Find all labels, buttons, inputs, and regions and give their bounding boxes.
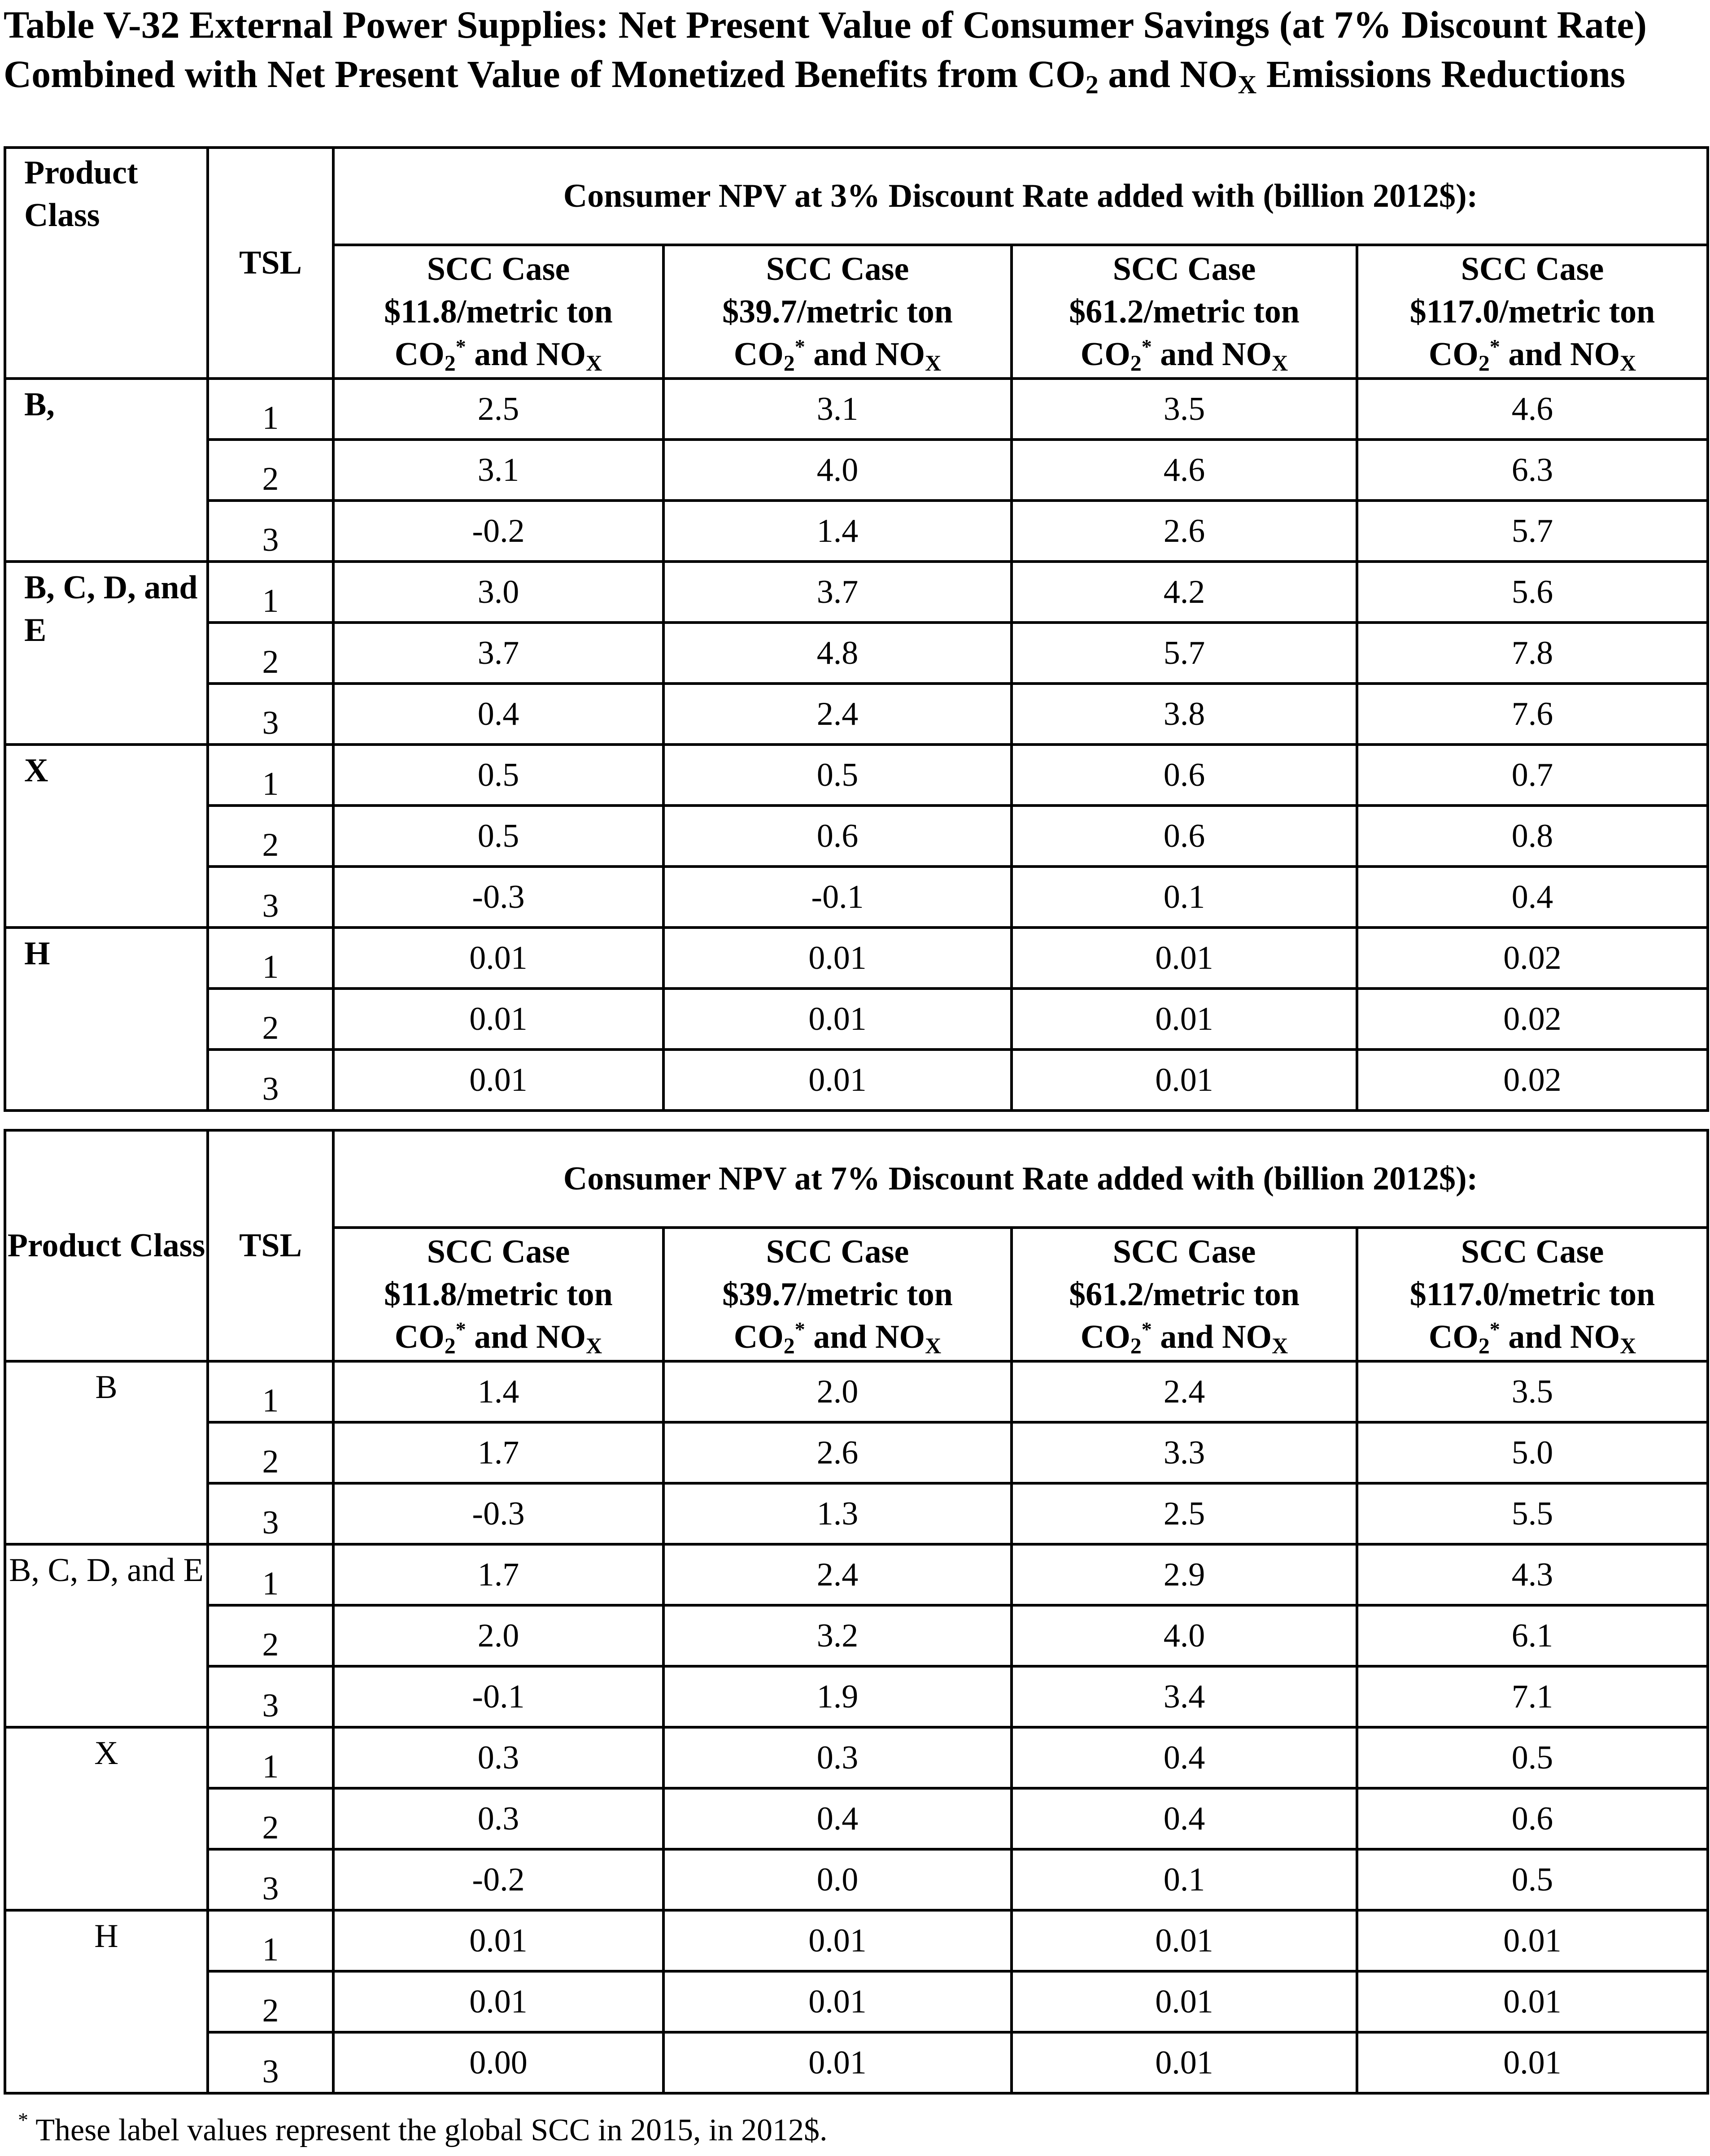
npv-value-cell: 5.6 bbox=[1357, 562, 1708, 623]
table-row bbox=[5, 1910, 1708, 1971]
tsl-header: TSL bbox=[208, 148, 333, 379]
tsl-cell: 2 bbox=[208, 989, 333, 1050]
npv-value-cell: 0.4 bbox=[1012, 1727, 1357, 1788]
npv-value-cell: 1.7 bbox=[333, 1422, 663, 1483]
product-class-header: Product Class bbox=[5, 1130, 208, 1361]
table-row bbox=[5, 1050, 1708, 1111]
footnote-marker: * bbox=[455, 335, 466, 358]
scc-gases-label bbox=[1358, 1316, 1706, 1359]
scc-gases-label bbox=[335, 333, 662, 376]
title-text: Emissions Reductions bbox=[1256, 52, 1626, 96]
scc-price-label: $39.7/metric ton bbox=[722, 1276, 953, 1313]
tsl-cell: 3 bbox=[208, 501, 333, 562]
title-subscript: 2 bbox=[1085, 70, 1099, 99]
co-text: CO bbox=[394, 335, 445, 373]
scc-gases-label bbox=[1013, 333, 1356, 376]
npv-value-cell: 0.6 bbox=[1012, 806, 1357, 867]
npv-value-cell: 3.4 bbox=[1012, 1666, 1357, 1727]
no-text: and NO bbox=[1500, 335, 1620, 373]
footnote-marker: * bbox=[455, 1317, 466, 1341]
title-subscript: X bbox=[1238, 70, 1257, 99]
tsl-cell: 3 bbox=[208, 1050, 333, 1111]
scc-case-label: SCC Case bbox=[427, 250, 570, 287]
npv-value-cell: 0.01 bbox=[1357, 1910, 1708, 1971]
co-subscript: 2 bbox=[1478, 350, 1490, 375]
footnote-marker: * bbox=[1141, 335, 1152, 358]
tsl-cell: 2 bbox=[208, 806, 333, 867]
no-subscript: X bbox=[1272, 1333, 1288, 1358]
scc-case-header bbox=[333, 245, 663, 379]
npv-value-cell: 0.01 bbox=[663, 2032, 1012, 2093]
npv-value-cell: 0.01 bbox=[663, 1910, 1012, 1971]
npv-value-cell: 0.01 bbox=[663, 928, 1012, 989]
table-row bbox=[5, 1849, 1708, 1910]
npv-value-cell: 3.7 bbox=[333, 623, 663, 684]
footnote-marker: * bbox=[1489, 335, 1500, 358]
npv-value-cell: 0.1 bbox=[1012, 867, 1357, 928]
table-row bbox=[5, 440, 1708, 501]
tsl-cell: 3 bbox=[208, 1483, 333, 1544]
no-subscript: X bbox=[586, 350, 602, 375]
npv-value-cell: 0.3 bbox=[663, 1727, 1012, 1788]
no-text: and NO bbox=[466, 1318, 586, 1355]
co-subscript: 2 bbox=[783, 350, 795, 375]
npv-value-cell: 0.02 bbox=[1357, 928, 1708, 989]
npv-value-cell: 7.6 bbox=[1357, 684, 1708, 745]
npv-value-cell: 3.8 bbox=[1012, 684, 1357, 745]
scc-gases-label bbox=[1013, 1316, 1356, 1359]
npv-value-cell: -0.2 bbox=[333, 501, 663, 562]
no-subscript: X bbox=[1620, 350, 1636, 375]
table-row bbox=[5, 1544, 1708, 1605]
table-row bbox=[5, 1788, 1708, 1849]
table-body-7pct bbox=[5, 1361, 1708, 2093]
npv-value-cell: 0.7 bbox=[1357, 745, 1708, 806]
table-row bbox=[5, 928, 1708, 989]
scc-price-label: $11.8/metric ton bbox=[384, 1276, 613, 1313]
npv-value-cell: 0.6 bbox=[663, 806, 1012, 867]
npv-value-cell: 0.01 bbox=[1012, 989, 1357, 1050]
no-text: and NO bbox=[1500, 1318, 1620, 1355]
co-text: CO bbox=[1080, 335, 1130, 373]
no-text: and NO bbox=[805, 1318, 925, 1355]
scc-case-label: SCC Case bbox=[1112, 250, 1256, 287]
product-class-cell: H bbox=[5, 928, 208, 1111]
npv-table-7pct bbox=[4, 1129, 1709, 2095]
npv-value-cell: 0.02 bbox=[1357, 1050, 1708, 1111]
npv-value-cell: 0.01 bbox=[333, 1971, 663, 2032]
scc-case-label: SCC Case bbox=[1461, 1233, 1604, 1270]
scc-price-label: $61.2/metric ton bbox=[1069, 1276, 1300, 1313]
npv-value-cell: 5.5 bbox=[1357, 1483, 1708, 1544]
scc-case-header bbox=[1012, 1228, 1357, 1361]
npv-value-cell: 1.9 bbox=[663, 1666, 1012, 1727]
co-subscript: 2 bbox=[1130, 1333, 1142, 1358]
npv-value-cell: 4.0 bbox=[1012, 1605, 1357, 1666]
scc-price-label: $61.2/metric ton bbox=[1069, 293, 1300, 330]
table-row bbox=[5, 562, 1708, 623]
tsl-cell: 2 bbox=[208, 1605, 333, 1666]
npv-value-cell: 0.5 bbox=[1357, 1849, 1708, 1910]
npv-value-cell: 0.8 bbox=[1357, 806, 1708, 867]
npv-value-cell: 3.1 bbox=[663, 379, 1012, 440]
co-subscript: 2 bbox=[444, 350, 456, 375]
title-text: and NO bbox=[1098, 52, 1238, 96]
table-row bbox=[5, 501, 1708, 562]
tsl-cell: 2 bbox=[208, 1971, 333, 2032]
table-row bbox=[5, 2032, 1708, 2093]
tsl-cell: 2 bbox=[208, 440, 333, 501]
scc-price-label: $117.0/metric ton bbox=[1409, 293, 1655, 330]
npv-value-cell: -0.3 bbox=[333, 1483, 663, 1544]
npv-value-cell: 0.01 bbox=[1012, 1050, 1357, 1111]
footnote-mark: * bbox=[18, 2108, 28, 2131]
footnote-marker: * bbox=[1489, 1317, 1500, 1341]
scc-gases-label bbox=[665, 333, 1010, 376]
scc-case-label: SCC Case bbox=[766, 250, 909, 287]
npv-value-cell: 4.0 bbox=[663, 440, 1012, 501]
npv-value-cell: 0.5 bbox=[663, 745, 1012, 806]
npv-value-cell: 2.9 bbox=[1012, 1544, 1357, 1605]
npv-value-cell: 0.6 bbox=[1012, 745, 1357, 806]
npv-value-cell: 0.01 bbox=[333, 928, 663, 989]
npv-table-3pct bbox=[4, 146, 1709, 1112]
npv-value-cell: 0.0 bbox=[663, 1849, 1012, 1910]
table-row bbox=[5, 1727, 1708, 1788]
npv-value-cell: -0.1 bbox=[333, 1666, 663, 1727]
npv-value-cell: 1.4 bbox=[333, 1361, 663, 1422]
npv-value-cell: -0.3 bbox=[333, 867, 663, 928]
tsl-cell: 3 bbox=[208, 1666, 333, 1727]
npv-value-cell: 2.6 bbox=[1012, 501, 1357, 562]
no-subscript: X bbox=[1620, 1333, 1636, 1358]
product-class-cell: B, C, D, and E bbox=[5, 1544, 208, 1727]
no-text: and NO bbox=[805, 335, 925, 373]
npv-value-cell: 2.0 bbox=[333, 1605, 663, 1666]
title-text: Table V-32 External Power Supplies: Net Present Value of Consumer Savings (at 7% Discount Rate) Combined with Net Present Value of Monetized Benefits from CO bbox=[4, 3, 1647, 96]
tsl-cell: 1 bbox=[208, 928, 333, 989]
npv-value-cell: 6.1 bbox=[1357, 1605, 1708, 1666]
npv-value-cell: 0.3 bbox=[333, 1727, 663, 1788]
no-subscript: X bbox=[586, 1333, 602, 1358]
co-subscript: 2 bbox=[783, 1333, 795, 1358]
tsl-cell: 1 bbox=[208, 379, 333, 440]
co-text: CO bbox=[733, 1318, 784, 1355]
tsl-cell: 1 bbox=[208, 1544, 333, 1605]
npv-value-cell: 4.6 bbox=[1357, 379, 1708, 440]
tsl-cell: 1 bbox=[208, 745, 333, 806]
scc-case-header bbox=[1357, 245, 1708, 379]
npv-value-cell: 0.01 bbox=[1012, 1971, 1357, 2032]
npv-value-cell: 0.01 bbox=[333, 1910, 663, 1971]
no-text: and NO bbox=[1152, 335, 1272, 373]
scc-case-header bbox=[333, 1228, 663, 1361]
product-class-cell: X bbox=[5, 745, 208, 928]
table-row bbox=[5, 989, 1708, 1050]
co-text: CO bbox=[1428, 1318, 1479, 1355]
scc-case-header bbox=[1012, 245, 1357, 379]
npv-value-cell: 0.01 bbox=[663, 1050, 1012, 1111]
npv-value-cell: 0.02 bbox=[1357, 989, 1708, 1050]
table-row bbox=[5, 1605, 1708, 1666]
scc-case-label: SCC Case bbox=[1461, 250, 1604, 287]
table-row bbox=[5, 1361, 1708, 1422]
scc-price-label: $11.8/metric ton bbox=[384, 293, 613, 330]
npv-value-cell: 0.5 bbox=[1357, 1727, 1708, 1788]
product-class-cell: X bbox=[5, 1727, 208, 1910]
tsl-cell: 2 bbox=[208, 623, 333, 684]
npv-value-cell: 0.00 bbox=[333, 2032, 663, 2093]
no-subscript: X bbox=[1272, 350, 1288, 375]
npv-value-cell: 1.7 bbox=[333, 1544, 663, 1605]
tsl-cell: 1 bbox=[208, 562, 333, 623]
table-row bbox=[5, 1971, 1708, 2032]
product-class-cell: B, C, D, and E bbox=[5, 562, 208, 745]
scc-gases-label bbox=[1358, 333, 1706, 376]
no-subscript: X bbox=[925, 1333, 942, 1358]
scc-price-label: $39.7/metric ton bbox=[722, 293, 953, 330]
npv-value-cell: 2.4 bbox=[663, 1544, 1012, 1605]
table-row bbox=[5, 623, 1708, 684]
npv-value-cell: 4.6 bbox=[1012, 440, 1357, 501]
table-row bbox=[5, 379, 1708, 440]
npv-value-cell: 5.0 bbox=[1357, 1422, 1708, 1483]
npv-value-cell: -0.1 bbox=[663, 867, 1012, 928]
npv-value-cell: 0.01 bbox=[1357, 2032, 1708, 2093]
tsl-cell: 3 bbox=[208, 2032, 333, 2093]
scc-gases-label bbox=[665, 1316, 1010, 1359]
npv-value-cell: 4.8 bbox=[663, 623, 1012, 684]
co-text: CO bbox=[1428, 335, 1479, 373]
footnote-marker: * bbox=[794, 1317, 805, 1341]
npv-value-cell: 0.4 bbox=[333, 684, 663, 745]
scc-price-label: $117.0/metric ton bbox=[1409, 1276, 1655, 1313]
npv-value-cell: 0.4 bbox=[1357, 867, 1708, 928]
npv-value-cell: 4.2 bbox=[1012, 562, 1357, 623]
npv-value-cell: 2.6 bbox=[663, 1422, 1012, 1483]
npv-value-cell: 2.0 bbox=[663, 1361, 1012, 1422]
npv-value-cell: 1.4 bbox=[663, 501, 1012, 562]
npv-value-cell: 7.8 bbox=[1357, 623, 1708, 684]
table-row bbox=[5, 867, 1708, 928]
table-row bbox=[5, 684, 1708, 745]
scc-case-label: SCC Case bbox=[766, 1233, 909, 1270]
product-class-cell: B, bbox=[5, 379, 208, 562]
npv-value-cell: 0.01 bbox=[663, 989, 1012, 1050]
no-subscript: X bbox=[925, 350, 942, 375]
co-text: CO bbox=[394, 1318, 445, 1355]
tsl-cell: 1 bbox=[208, 1361, 333, 1422]
scc-case-label: SCC Case bbox=[1112, 1233, 1256, 1270]
table-row bbox=[5, 1483, 1708, 1544]
tsl-header: TSL bbox=[208, 1130, 333, 1361]
table-body-3pct bbox=[5, 379, 1708, 1111]
scc-gases-label bbox=[335, 1316, 662, 1359]
table-row bbox=[5, 745, 1708, 806]
npv-value-cell: 3.0 bbox=[333, 562, 663, 623]
npv-value-cell: 3.3 bbox=[1012, 1422, 1357, 1483]
npv-value-cell: 3.7 bbox=[663, 562, 1012, 623]
footnote-marker: * bbox=[1141, 1317, 1152, 1341]
footnote-marker: * bbox=[794, 335, 805, 358]
tsl-cell: 1 bbox=[208, 1727, 333, 1788]
scc-case-header bbox=[663, 245, 1012, 379]
npv-value-cell: 0.4 bbox=[1012, 1788, 1357, 1849]
table-row bbox=[5, 806, 1708, 867]
npv-value-cell: 0.1 bbox=[1012, 1849, 1357, 1910]
co-subscript: 2 bbox=[1478, 1333, 1490, 1358]
npv-value-cell: 0.01 bbox=[663, 1971, 1012, 2032]
tsl-cell: 3 bbox=[208, 684, 333, 745]
scc-case-header bbox=[663, 1228, 1012, 1361]
npv-value-cell: 0.5 bbox=[333, 745, 663, 806]
npv-value-cell: 0.01 bbox=[1357, 1971, 1708, 2032]
tsl-cell: 3 bbox=[208, 1849, 333, 1910]
consumer-npv-3pct-header: Consumer NPV at 3% Discount Rate added with (billion 2012$): bbox=[333, 148, 1708, 245]
npv-value-cell: 0.01 bbox=[1012, 1910, 1357, 1971]
npv-value-cell: 3.2 bbox=[663, 1605, 1012, 1666]
npv-value-cell: 0.01 bbox=[333, 1050, 663, 1111]
tsl-cell: 1 bbox=[208, 1910, 333, 1971]
npv-value-cell: 0.5 bbox=[333, 806, 663, 867]
npv-value-cell: 4.3 bbox=[1357, 1544, 1708, 1605]
npv-value-cell: 5.7 bbox=[1357, 501, 1708, 562]
footnote-text: These label values represent the global SCC in 2015, in 2012$. bbox=[28, 2113, 828, 2147]
scc-case-label: SCC Case bbox=[427, 1233, 570, 1270]
co-text: CO bbox=[733, 335, 784, 373]
tsl-cell: 2 bbox=[208, 1422, 333, 1483]
product-class-header: Product Class bbox=[5, 148, 208, 379]
npv-value-cell: 0.4 bbox=[663, 1788, 1012, 1849]
npv-value-cell: 1.3 bbox=[663, 1483, 1012, 1544]
npv-value-cell: 2.4 bbox=[1012, 1361, 1357, 1422]
npv-value-cell: 0.01 bbox=[1012, 928, 1357, 989]
co-subscript: 2 bbox=[1130, 350, 1142, 375]
npv-value-cell: 3.5 bbox=[1012, 379, 1357, 440]
npv-value-cell: 2.5 bbox=[1012, 1483, 1357, 1544]
npv-value-cell: 2.5 bbox=[333, 379, 663, 440]
npv-value-cell: 3.5 bbox=[1357, 1361, 1708, 1422]
no-text: and NO bbox=[466, 335, 586, 373]
product-class-cell: B bbox=[5, 1361, 208, 1544]
npv-value-cell: 0.01 bbox=[333, 989, 663, 1050]
npv-value-cell: 3.1 bbox=[333, 440, 663, 501]
npv-value-cell: 7.1 bbox=[1357, 1666, 1708, 1727]
npv-value-cell: 6.3 bbox=[1357, 440, 1708, 501]
npv-value-cell: 0.3 bbox=[333, 1788, 663, 1849]
npv-value-cell: -0.2 bbox=[333, 1849, 663, 1910]
npv-value-cell: 2.4 bbox=[663, 684, 1012, 745]
npv-value-cell: 5.7 bbox=[1012, 623, 1357, 684]
product-class-cell: H bbox=[5, 1910, 208, 2093]
no-text: and NO bbox=[1152, 1318, 1272, 1355]
consumer-npv-7pct-header: Consumer NPV at 7% Discount Rate added with (billion 2012$): bbox=[333, 1130, 1708, 1228]
table-row bbox=[5, 1666, 1708, 1727]
table-title bbox=[4, 0, 1706, 99]
co-text: CO bbox=[1080, 1318, 1130, 1355]
footnote bbox=[18, 2110, 827, 2151]
scc-case-header bbox=[1357, 1228, 1708, 1361]
tsl-cell: 2 bbox=[208, 1788, 333, 1849]
npv-value-cell: 0.01 bbox=[1012, 2032, 1357, 2093]
tsl-cell: 3 bbox=[208, 867, 333, 928]
table-row bbox=[5, 1422, 1708, 1483]
npv-value-cell: 0.6 bbox=[1357, 1788, 1708, 1849]
co-subscript: 2 bbox=[444, 1333, 456, 1358]
